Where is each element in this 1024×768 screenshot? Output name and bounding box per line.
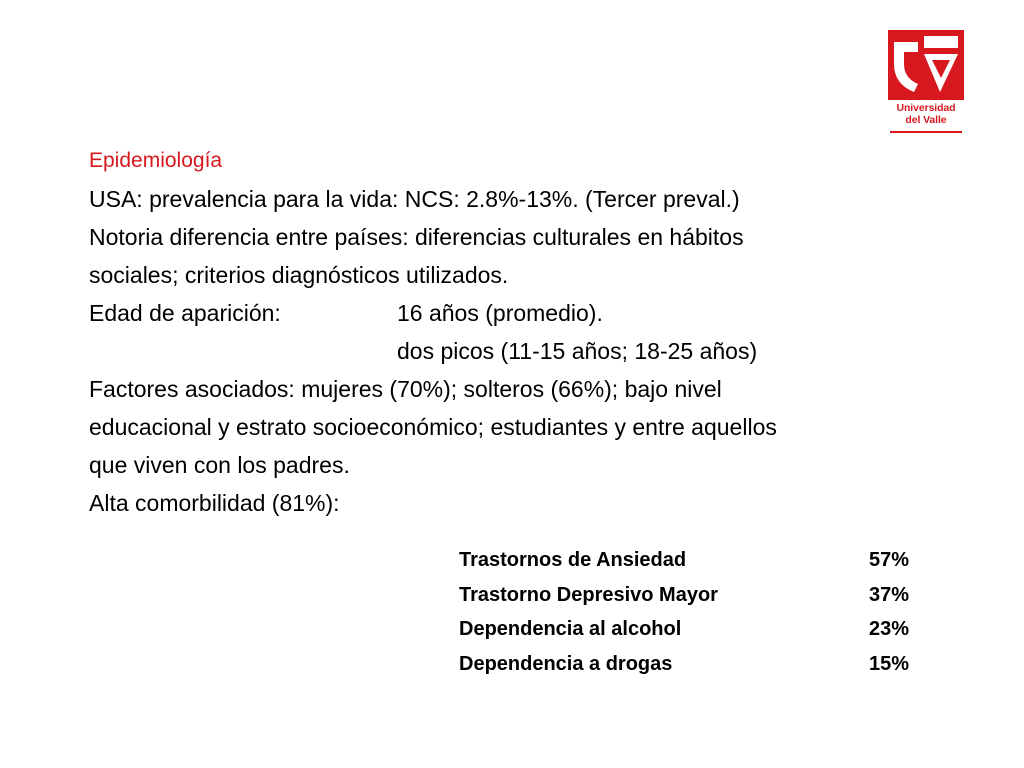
- comorbidity-name: Dependencia a drogas: [459, 652, 673, 675]
- onset-peaks-value: dos picos (11-15 años; 18-25 años): [397, 338, 758, 364]
- onset-age-line: [89, 294, 969, 332]
- comorbidity-percent: 23%: [869, 618, 910, 640]
- country-difference-line-2: sociales; criterios diagnósticos utilizados.: [89, 262, 509, 288]
- associated-factors-line-3: que viven con los padres.: [89, 452, 350, 478]
- logo-text: [888, 102, 964, 126]
- slide-body: [89, 142, 969, 522]
- universidad-del-valle-logo: [888, 30, 964, 134]
- comorbidity-line: Alta comorbilidad (81%):: [89, 490, 340, 516]
- logo-line-1: Universidad: [896, 102, 956, 114]
- comorbidity-name: Dependencia al alcohol: [459, 618, 682, 640]
- comorbidity-row: [459, 578, 909, 613]
- onset-peaks-line: [89, 332, 969, 370]
- comorbidity-table: [459, 543, 909, 681]
- logo-underline: [890, 131, 962, 133]
- onset-age-label: Edad de aparición:: [89, 300, 281, 326]
- university-crest-icon: [888, 30, 964, 100]
- comorbidity-name: Trastorno Depresivo Mayor: [459, 583, 718, 606]
- country-difference-line-1: Notoria diferencia entre países: diferencias culturales en hábitos: [89, 224, 744, 250]
- comorbidity-name: Trastornos de Ansiedad: [459, 549, 687, 571]
- logo-line-2: del Valle: [905, 114, 947, 126]
- comorbidity-row: [459, 543, 909, 578]
- associated-factors-line-2: educacional y estrato socioeconómico; estudiantes y entre aquellos: [89, 414, 777, 440]
- comorbidity-percent: 15%: [869, 652, 910, 675]
- comorbidity-row: [459, 647, 909, 682]
- onset-age-value: 16 años (promedio).: [397, 300, 603, 326]
- comorbidity-percent: 37%: [869, 583, 910, 606]
- comorbidity-percent: 57%: [869, 549, 910, 571]
- associated-factors-line-1: Factores asociados: mujeres (70%); solteros (66%); bajo nivel: [89, 376, 722, 402]
- prevalence-line: USA: prevalencia para la vida: NCS: 2.8%-13%. (Tercer preval.): [89, 186, 740, 212]
- comorbidity-row: [459, 612, 909, 647]
- section-heading: Epidemiología: [89, 149, 223, 172]
